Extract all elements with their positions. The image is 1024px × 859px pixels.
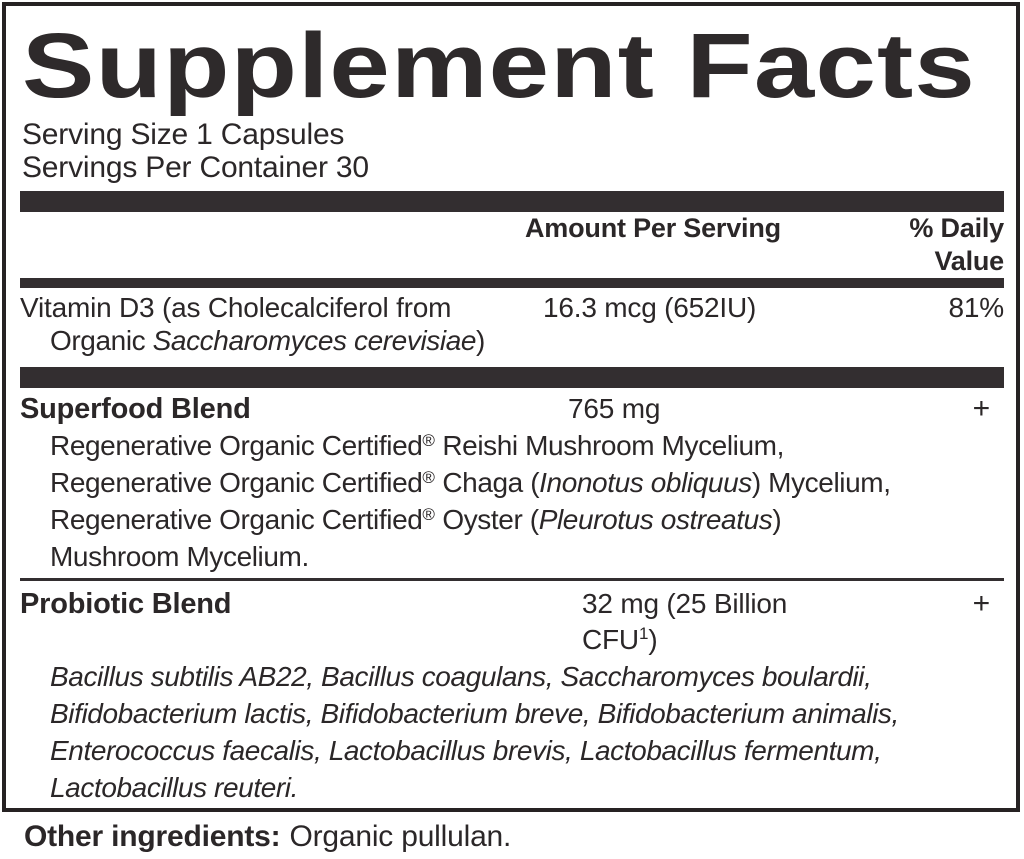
vitamin-d3-source-species: Saccharomyces cerevisiae <box>152 325 477 356</box>
percent-daily-value-header: % Daily Value <box>909 213 1004 276</box>
amount-per-serving-header: Amount Per Serving <box>525 213 781 243</box>
probiotic-blend-section <box>20 583 1004 806</box>
superfood-blend-ingredients <box>20 427 1004 575</box>
other-ingredients-line <box>24 820 511 854</box>
superfood-blend-amount: 765 mg <box>568 393 661 424</box>
vitamin-d3-daily-value: 81% <box>948 292 1004 323</box>
superfood-ingredient-line <box>20 464 1004 501</box>
vitamin-d3-name: Vitamin D3 (as Cholecalciferol from <box>20 292 452 323</box>
superfood-blend-row <box>20 388 1004 427</box>
divider-thick-top <box>20 191 1004 212</box>
probiotic-blend-daily-value: + <box>972 587 990 620</box>
registered-trademark-icon: ® <box>422 431 435 450</box>
probiotic-strain-line: Enterococcus faecalis, Lactobacillus brevis, Lactobacillus fermentum, <box>50 735 882 766</box>
probiotic-strain-line: Bacillus subtilis AB22, Bacillus coagulans, Saccharomyces boulardii, <box>50 661 872 692</box>
vitamin-d3-section <box>20 288 1004 358</box>
chaga-text: Chaga ( <box>434 467 540 498</box>
vitamin-d3-source-line <box>20 324 1004 358</box>
cert-prefix: Regenerative Organic Certified <box>50 467 423 498</box>
cert-prefix: Regenerative Organic Certified <box>50 430 423 461</box>
superfood-blend-section <box>20 388 1004 575</box>
divider-thin-probiotic <box>20 578 1004 581</box>
vitamin-d3-source-prefix: Organic <box>50 325 153 356</box>
oyster-text: Oyster ( <box>434 504 539 535</box>
other-ingredients-label: Other ingredients: <box>24 820 281 853</box>
supplement-facts-panel <box>2 2 1020 812</box>
probiotic-strain-line: Lactobacillus reuteri. <box>50 772 298 803</box>
vitamin-d3-amount: 16.3 mcg (652IU) <box>543 292 757 323</box>
footnote-superscript: 1 <box>638 624 649 643</box>
probiotic-amount-main: 32 mg (25 Billion CFU <box>582 588 788 655</box>
servings-per-container: Servings Per Container 30 <box>22 151 369 184</box>
superfood-ingredient-line <box>20 501 1004 538</box>
probiotic-blend-name: Probiotic Blend <box>20 588 232 620</box>
cert-prefix: Regenerative Organic Certified <box>50 504 423 535</box>
oyster-species: Pleurotus ostreatus <box>538 504 773 535</box>
column-header-row <box>20 212 1004 278</box>
other-ingredients-value: Organic pullulan. <box>289 820 512 853</box>
superfood-blend-daily-value: + <box>972 392 990 425</box>
supplement-facts-title: Supplement Facts <box>22 15 976 117</box>
vitamin-d3-source-suffix: ) <box>476 325 485 356</box>
reishi-text: Reishi Mushroom Mycelium, <box>434 430 784 461</box>
probiotic-amount-suffix: ) <box>648 624 658 655</box>
probiotic-blend-row <box>20 583 1004 658</box>
chaga-species: Inonotus obliquus <box>539 467 752 498</box>
registered-trademark-icon: ® <box>422 505 435 524</box>
registered-trademark-icon: ® <box>422 468 435 487</box>
serving-size: Serving Size 1 Capsules <box>22 118 345 151</box>
superfood-ingredient-line <box>20 427 1004 464</box>
vitamin-d3-row <box>20 288 1004 324</box>
divider-medium-header <box>20 278 1004 288</box>
probiotic-blend-strains <box>20 658 1004 806</box>
chaga-suffix: ) Mycelium, <box>751 467 891 498</box>
probiotic-blend-amount <box>525 586 865 658</box>
divider-thick-superfood <box>20 367 1004 388</box>
probiotic-strain-line: Bifidobacterium lactis, Bifidobacterium breve, Bifidobacterium animalis, <box>50 698 899 729</box>
oyster-suffix: ) <box>772 504 782 535</box>
superfood-ingredient-line: Mushroom Mycelium. <box>50 541 309 572</box>
superfood-blend-name: Superfood Blend <box>20 393 251 425</box>
